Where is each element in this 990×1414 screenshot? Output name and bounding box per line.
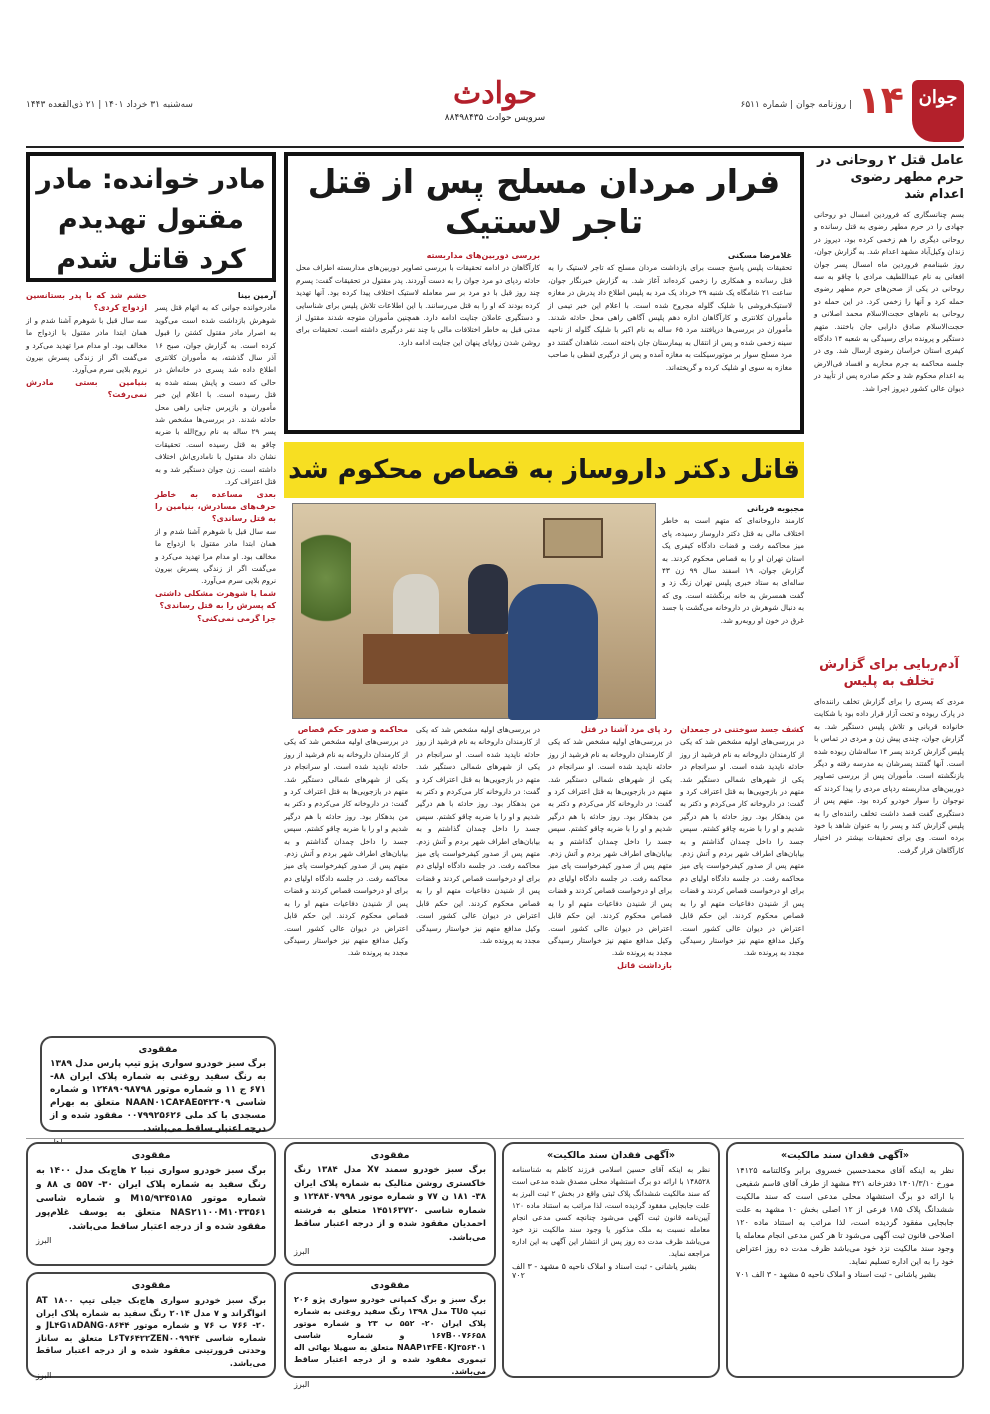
plant <box>301 534 351 644</box>
banner-body-3: در بررسی‌های اولیه مشخص شد که یکی از کارمندان داروخانه به نام فرشید از روز حادثه ناپدید شده است. او سرانجام در یکی از شهرهای شمالی دستگیر شد. متهم در بازجویی‌ها به قتل اعتراف کرد و گفت: در داروخانه کار می‌کردم و دکتر به من بدهکار بود. روز حادثه با هم درگیر شدیم و او را با ضربه چاقو کشتم. سپس جسد را داخل چمدان گذاشتم و به بیابان‌های اطراف شهر بردم و آتش زدم. متهم پس از صدور کیفرخواست پای میز محاکمه رفت. در جلسه دادگاه اولیای دم برای او درخواست قصاص کردند و قضات پس از شنیدن دفاعیات متهم او را به قصاص محکوم کردند. این حکم قابل اعتراض در دیوان عالی کشور است. وکیل مدافع متهم نیز خواستار رسیدگی مجدد به پرونده شد. <box>416 725 540 945</box>
banner-story-header <box>284 442 804 498</box>
banner-col-3 <box>416 724 540 1134</box>
banner-story-lead-text <box>662 503 804 719</box>
classified-ad-2 <box>26 1142 276 1266</box>
newspaper-logo: جوان <box>912 80 964 142</box>
ad-body: برگ سبز و برگ کمپانی خودرو سواری پژو ۲۰۶ تیپ TU۵ مدل ۱۳۹۸ رنگ سفید روغنی به شماره پلاک ایران ۲۰- ۵۵۲ ب ۲۳ و شماره موتور ۱۶۷B۰۰۷۶۶۵۸ و شماره شاسی NAAP۱۳FE۰KJ۳۵۶۴۰۱ متعلق به سهیلا بهائی اله تیموری مفقود شده و از درجه اعتبار ساقط می‌باشد. <box>294 1295 487 1376</box>
left-story-body-repeat: سه سال قبل با شوهرم آشنا شدم و از همان ابتدا مادر مقتول با ازدواج ما مخالف بود. او مدام مرا تهدید می‌کرد و می‌گفت اگر از زندگی پسرش بیرون نروم بلایی سرم می‌آورد. <box>155 526 276 586</box>
banner-body-1: در بررسی‌های اولیه مشخص شد که یکی از کارمندان داروخانه به نام فرشید از روز حادثه ناپدید شده است. او سرانجام در یکی از شهرهای شمالی دستگیر شد. متهم در بازجویی‌ها به قتل اعتراف کرد و گفت: در داروخانه کار می‌کردم و دکتر به من بدهکار بود. روز حادثه با هم درگیر شدیم و او را با ضربه چاقو کشتم. سپس جسد را داخل چمدان گذاشتم و به بیابان‌های اطراف شهر بردم و آتش زدم. متهم پس از صدور کیفرخواست پای میز محاکمه رفت. در جلسه دادگاه اولیای دم برای او درخواست قصاص کردند و قضات پس از شنیدن دفاعیات متهم او را به قصاص محکوم کردند. این حکم قابل اعتراض در دیوان عالی کشور است. وکیل مدافع متهم نیز خواستار رسیدگی مجدد به پرونده شد. <box>680 737 804 958</box>
ad-title: مفقودی <box>370 1280 410 1291</box>
date-info: سه‌شنبه ۳۱ خرداد ۱۴۰۱ | ۲۱ ذی‌القعده ۱۴۴۳ <box>26 100 193 110</box>
right-story-title: عامل قتل ۲ روحانی در حرم مطهر رضوی اعدام شد <box>817 153 964 202</box>
ad-body: نظر به اینکه آقای محمدحسین خسروی برابر وکالتنامه ۱۴۱۲۵ مورخ ۱۴۰۱/۳/۱۰ دفترخانه ۴۲۱ مشهد از طرف آقای قاسم شفیعی با ارائه دو برگ استشهاد محلی مدعی است که سند مالکیت ششدانگ پلاک ۱۸۵ فرعی از ۱۲ اصلی بخش ۱۰ مشهد به علت جابجایی مفقود گردیده است، لذا مراتب به استناد ماده ۱۲۰ اصلاحی قانون ثبت آگهی می‌شود تا هر کس مدعی انجام معامله یا وجود سند مالکیت نزد خود می‌باشد ظرف مدت ده روز اعتراض خود را به این اداره تسلیم نماید. <box>735 1166 954 1266</box>
left-story-body: مادرخوانده جوانی که به اتهام قتل پسر شوهرش بازداشت شده است می‌گوید به اصرار مادر مقتول کشتن را قبول کرده است. به گزارش جوان، صبح ۱۶ آذر سال گذشته، به مأموران کلانتری اطلاع داده شد پسری در خانه‌اش در حالی که دست و پایش بسته شده به قتل رسیده است. با اعلام این خبر مأموران و بازپرس جنایی راهی محل حادثه شدند. در بررسی‌ها مشخص شد پسر ۲۹ ساله به نام روح‌الله با ضربه چاقو به قتل رسیده است. تحقیقات نشان داد مقتول با نامادری‌اش اختلاف داشته است. زن جوان دستگیر شد و به قتل اعتراف کرد. <box>155 303 276 487</box>
ad-title: «آگهی فقدان سند مالکیت» <box>547 1150 675 1161</box>
ad-sign: بشیر یاشانی - ثبت اسناد و املاک ناحیه ۵ مشهد - ۳ الف ۷۰۲ <box>512 1262 697 1280</box>
classified-ad-3 <box>284 1142 496 1266</box>
left-story-body-2: سه سال قبل با شوهرم آشنا شدم و از همان ابتدا مادر مقتول با ازدواج ما مخالف بود. او مدام مرا تهدید می‌کرد و می‌گفت اگر از زندگی پسرش بیرون نروم بلایی سرم می‌آورد. <box>26 315 147 375</box>
ad-body: برگ سبز خودرو سواری پژو تیپ پارس مدل ۱۳۸۹ به رنگ سفید روغنی به شماره پلاک ایران ۸۸- ۶۷۱ ج ۱۱ و شماره موتور ۱۲۴۸۹۰۹۸۷۹۸ و شماره شاسی NAAN۰۱CA۴AE۵۴۲۴۰۹ متعلق به بهرام مسجدی با کد ملی ۰۰۷۹۹۲۵۶۲۶ مفقود شده و از درجه اعتبار ساقط می‌باشد. <box>50 1059 266 1134</box>
classified-ad-1 <box>40 1036 276 1132</box>
banner-story-title: قاتل دکتر داروساز به قصاص محکوم شد <box>288 455 800 485</box>
left-story-subhead-1: خشم شد که با پدر بستانسین ازدواج کردی؟ <box>26 291 147 313</box>
ad-title: «آگهی فقدان سند مالکیت» <box>781 1150 909 1161</box>
wall-frame <box>543 518 603 558</box>
ad-body: برگ سبز خودرو سمند X۷ مدل ۱۳۸۴ رنگ خاکستری روشن متالیک به شماره پلاک ایران ۳۸- ۱۸۱ ن ۷۷ و شماره موتور ۱۲۴۸۴۰۷۹۹۸ و شماره شاسی ۱۴۵۱۶۳۷۲۰ متعلق به فرشته احمدیان مفقود شده و از درجه اعتبار ساقط می‌باشد. <box>294 1165 486 1243</box>
ad-sign: البرز <box>294 1380 310 1389</box>
ad-sign: البرز <box>294 1247 310 1256</box>
left-story <box>26 152 276 1170</box>
top-story-byline: غلامرضا مسکنی <box>727 251 792 260</box>
banner-story-lead-body: کارمند داروخانه‌ای که متهم است به خاطر اختلاف مالی به قتل دکتر داروساز رسیده، پای میز محاکمه رفت و قضات دادگاه کیفری یک استان تهران او را به قصاص محکوم کردند. به گزارش جوان، ۱۹ اسفند سال ۹۹ زن ۴۳ ساله‌ای به ستاد خبری پلیس تهران زنگ زد و گفت همسرش به خانه برنگشته است. وی که به دنبال شوهرش در داروخانه می‌گشت با جسد غرق در خون او روبه‌رو شد. <box>662 516 804 625</box>
banner-col-1 <box>680 724 804 1134</box>
clerk-figure <box>468 564 508 634</box>
courtroom-photo <box>292 503 656 719</box>
right-story-2-body: مردی که پسری را برای گزارش تخلف راننده‌ای در پارک ربوده و تحت آزار قرار داده بود با شکایت خانواده قربانی و تلاش پلیس دستگیر شد. به گزارش جوان، چندی پیش زن و مردی در تماس با پلیس گزارش کردند پسر ۱۴ ساله‌شان ربوده شده است. آنها گفتند پسرشان به مدرسه رفته و دیگر بازنگشته است. مأموران پس از بررسی تصاویر دوربین‌های مداربسته ردپای مردی را پیدا کردند که نوجوان را سوار خودرو کرده بود. متهم پس از دستگیری گفت قصد داشت تخلف راننده‌ای را به پلیس گزارش کند و پسر را به عنوان شاهد با خود برده است. وی برای تحقیقات بیشتر در اختیار کارآگاهان قرار گرفت. <box>814 697 964 855</box>
masthead-divider <box>26 146 964 148</box>
right-story-2 <box>814 656 964 1158</box>
ad-sign: بشیر یاشانی - ثبت اسناد و املاک ناحیه ۵ مشهد - ۳ الف ۷۰۱ <box>736 1270 936 1279</box>
banner-story-columns <box>284 724 804 1134</box>
masthead <box>26 76 964 146</box>
ad-title: مفقودی <box>370 1150 410 1161</box>
issue-info: | روزنامه جوان | شماره ۶۵۱۱ <box>740 100 852 110</box>
ad-sign: البرز <box>36 1236 52 1245</box>
top-story-body-2: کارآگاهان در ادامه تحقیقات با بررسی تصاویر دوربین‌های مداربسته اطراف محل حادثه ردپای دو مرد جوان را به دست آوردند. پدر مقتول در تحقیقات گفت: پسرم چند روز قبل با دو مرد بر سر معامله لاستیک اختلاف پیدا کرده بود. آنها تهدید کرده بودند که او را به قتل می‌رسانند. با این اطلاعات تلاش پلیس برای شناسایی و دستگیری عاملان جنایت ادامه دارد. همچنین مأموران متوجه شدند مقتول از مدتی قبل به خاطر اختلافات مالی با چند نفر درگیری داشته است. تحقیقات برای روشن شدن زوایای پنهان این جنایت ادامه دارد. <box>296 263 540 347</box>
top-story-col-1 <box>548 250 792 468</box>
banner-subhead-2: رد پای مرد آشنا در قتل <box>580 725 672 734</box>
banner-body-2: در بررسی‌های اولیه مشخص شد که یکی از کارمندان داروخانه به نام فرشید از روز حادثه ناپدید شده است. او سرانجام در یکی از شهرهای شمالی دستگیر شد. متهم در بازجویی‌ها به قتل اعتراف کرد و گفت: در داروخانه کار می‌کردم و دکتر به من بدهکار بود. روز حادثه با هم درگیر شدیم و او را با ضربه چاقو کشتم. سپس جسد را داخل چمدان گذاشتم و به بیابان‌های اطراف شهر بردم و آتش زدم. متهم پس از صدور کیفرخواست پای میز محاکمه رفت. در جلسه دادگاه اولیای دم برای او درخواست قصاص کردند و قضات پس از شنیدن دفاعیات متهم او را به قصاص محکوم کردند. این حکم قابل اعتراض در دیوان عالی کشور است. وکیل مدافع متهم نیز خواستار رسیدگی مجدد به پرونده شد. <box>548 737 672 958</box>
right-story-body: بسم چنانسگاری که فروردین امسال دو روحانی جهادی را در حرم مطهر رضوی به قتل رسانده و روحانی دیگری را هم زخمی کرده بود، دیروز در زندان وکیل‌آباد مشهد اعدام شد. به گزارش جوان، روز شبنامه‌م فروردین ماه امسال پسر جوان افغانی به نام عبداللطیف مرادی با چاقو به سه روحانی در یکی از صحن‌های حرم مطهر رضوی حمله کرد و آنها را زخمی کرد. در این حمله دو روحانی به نام‌های حجت‌الاسلام محمد اصلانی و حجت‌الاسلام صادق دارابی جان باختند. متهم دستگیر و پرونده برای رسیدگی به شعبه ۱۴ دادگاه کیفری استان خراسان رضوی ارسال شد. وی در جلسه محاکمه به جرم محاربه و افساد فی‌الارض به اعدام محکوم شد و حکم صادره پس از تأیید در دیوان عالی کشور دیروز اجرا شد. <box>814 210 965 393</box>
ad-body: برگ سبز خودرو سواری نیبا ۲ هاچ‌بک مدل ۱۴۰۰ به رنگ سفید به شماره پلاک ایران ۳۰- ۵۵۷ ی ۸۸ و شماره موتور M۱۵/۹۳۴۵۱۸۵ و شماره شاسی NAS۲۱۱۰۰M۱۰۳۳۵۶۱ متعلق به یوسف غلام‌پور مفقود شده و از درجه اعتبار ساقط می‌باشد. <box>36 1166 267 1232</box>
banner-col-2 <box>548 724 672 1134</box>
section-logo <box>445 76 545 123</box>
right-story <box>814 152 964 699</box>
ad-body: برگ سبز خودرو سواری هاچ‌بک جیلی تیپ ۱۸۰۰ AT انواگراند و ۷ مدل ۲۰۱۴ رنگ سفید به شماره پلاک ایران ۲۰- ۷۶۶ ب ۷۶ و شماره موتور JL۴G۱۸DANG۰۸۶۴۴ و شماره شاسی L۶T۷۶۴۲۲ZEN۰۰۹۹۴۴ متعلق به ساناز وحدتی فرورتینی مفقود شده و از درجه اعتبار ساقط می‌باشد. <box>36 1295 266 1368</box>
section-name: حوادث <box>453 76 537 111</box>
top-story-col-2 <box>296 250 540 468</box>
ad-title: مفقودی <box>138 1044 178 1055</box>
banner-story-byline: مجبوبه فربانی <box>747 504 804 513</box>
left-story-subhead-2: بنیامین بستی مادرش نمی‌رفت؟ <box>26 377 147 400</box>
left-story-subhead-4: شما یا شوهرت مشکلی داشتی که پسرش را به قتل رساندی؟ <box>155 588 276 611</box>
right-story-2-title: آدم‌ربایی برای گزارش تخلف به پلیس <box>819 657 959 689</box>
defendant-figure <box>508 584 598 720</box>
top-story-title: فرار مردان مسلح پس از قتل تاجر لاستیک <box>307 162 781 241</box>
ad-title: مفقودی <box>131 1280 171 1291</box>
section-editor: سرویس حوادث ۸۸۴۹۸۴۳۵ <box>444 113 546 123</box>
top-story-subhead: بررسی دوربین‌های مداربسته <box>426 251 540 260</box>
classified-ad-5 <box>726 1142 964 1378</box>
classified-ad-4 <box>502 1142 720 1378</box>
ad-title: مفقودی <box>131 1150 171 1161</box>
left-story-title: مادر خوانده: مادر مقتول تهدیدم کرد قاتل شدم <box>26 152 276 282</box>
banner-col-4 <box>284 724 408 1134</box>
top-story-body: تحقیقات پلیس پاسخ جست برای بازداشت مردان مسلح که تاجر لاستیک را به قتل رسانده و همکاری را زخمی کرده‌اند آغاز شد. به گزارش خبرنگار جوان، ساعت ۲۱ شامگاه یک شنبه ۲۹ خرداد یک مرد به پلیس اطلاع داد پدرش در مغازه لاستیک‌فروشی با شلیک گلوله مجروح شده است. با اعلام این خبر تیمی از مأموران کلانتری و کارآگاهان اداره دهم پلیس آگاهی راهی محل حادثه شدند. مأموران در بررسی‌ها دریافتند مرد ۶۵ ساله به نام اکبر با شلیک گلوله از ناحیه سینه زخمی شده و پس از انتقال به بیمارستان جان باخته است. شاهدان گفتند دو مرد مسلح سوار بر موتورسیکلت به مغازه آمده و پس از درگیری لفظی با صاحب مغازه به سوی او شلیک کرده و گریخته‌اند. <box>548 263 792 372</box>
classified-ad-6 <box>26 1272 276 1378</box>
classified-ad-7 <box>284 1272 496 1389</box>
ad-body: نظر به اینکه آقای حسین اسلامی فرزند کاظم به شناسنامه ۱۴۸۵۲۸ با ارائه دو برگ استشهاد محلی مصدق شده مدعی است که سند مالکیت ششدانگ پلاک ثبتی واقع در بخش ۲ ثبت البرز به علت جابجایی مفقود گردیده است، لذا مراتب به استناد ماده ۱۲۰ آیین‌نامه قانون ثبت آگهی می‌شود چنانچه کسی مدعی انجام معامله نسبت به ملک مذکور یا وجود سند مالکیت نزد خود می‌باشد ظرف مدت ده روز پس از انتشار این آگهی به این اداره مراجعه نماید. <box>512 1165 711 1258</box>
banner-subhead-1: محاکمه و صدور حکم قصاص <box>297 725 408 734</box>
left-story-byline: آرمین بینا <box>237 291 276 300</box>
banner-story-lead <box>662 503 804 719</box>
banner-subhead-4: بازداشت قاتل <box>617 960 672 970</box>
left-story-subhead-5: جرا گرمی نمی‌کنی؟ <box>197 613 276 623</box>
banner-body-4: در بررسی‌های اولیه مشخص شد که یکی از کارمندان داروخانه به نام فرشید از روز حادثه ناپدید شده است. او سرانجام در یکی از شهرهای شمالی دستگیر شد. متهم در بازجویی‌ها به قتل اعتراف کرد و گفت: در داروخانه کار می‌کردم و دکتر به من بدهکار بود. روز حادثه با هم درگیر شدیم و او را با ضربه چاقو کشتم. سپس جسد را داخل چمدان گذاشتم و به بیابان‌های اطراف شهر بردم و آتش زدم. متهم پس از صدور کیفرخواست پای میز محاکمه رفت. در جلسه دادگاه اولیای دم برای او درخواست قصاص کردند و قضات پس از شنیدن دفاعیات متهم او را به قصاص محکوم کردند. این حکم قابل اعتراض در دیوان عالی کشور است. وکیل مدافع متهم نیز خواستار رسیدگی مجدد به پرونده شد. <box>284 737 408 958</box>
left-story-subhead-3: بعدی مساعده به خاطر حرف‌های مسادرش، بنیامین را به قتل رساندی؟ <box>155 489 276 524</box>
page-number: ۱۴ <box>857 78 904 122</box>
ad-sign: البرز <box>36 1371 52 1380</box>
top-story <box>284 152 804 434</box>
banner-subhead-3: کشف جسد سوختنی در جمعدان <box>680 725 804 734</box>
